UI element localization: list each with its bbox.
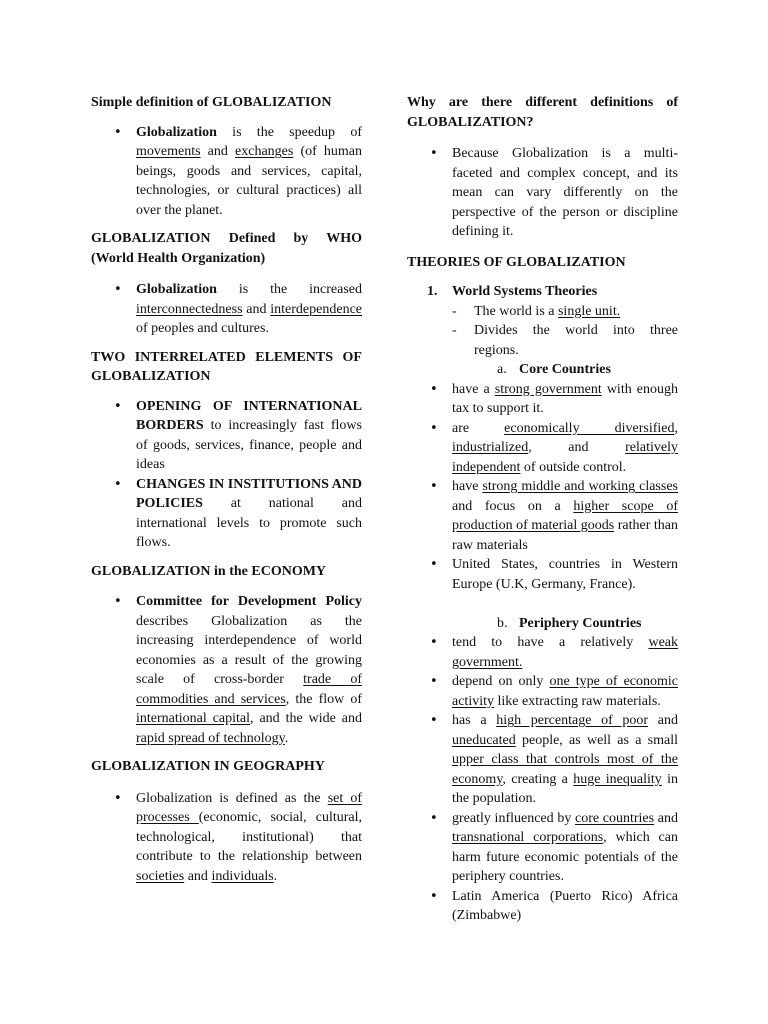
why-definitions-heading: Why are there different definitions of GLOBALIZATION?	[407, 95, 678, 130]
geography-list	[91, 789, 362, 887]
list-item: - The world is a single unit.	[474, 302, 678, 322]
world-systems-theories-item	[427, 282, 678, 302]
list-item: • Globalization is the increased interconnectedness and interdependence of peoples and cultures.	[136, 280, 362, 339]
who-definition-list	[91, 280, 362, 339]
economy-list	[91, 592, 362, 748]
list-item: • Globalization is the speedup of movements and exchanges (of human beings, goods and services, capital, technologies, or cultural practices) all over the planet.	[136, 123, 362, 221]
who-definition-heading: GLOBALIZATION Defined by WHO (World Health Organization)	[91, 231, 362, 266]
right-column	[407, 93, 678, 926]
list-item: - Divides the world into three regions.	[474, 321, 678, 360]
periphery-countries-list	[407, 633, 678, 926]
list-item: • United States, countries in Western Europe (U.K, Germany, France).	[452, 555, 678, 594]
two-elements-list	[91, 397, 362, 553]
simple-definition-list	[91, 123, 362, 221]
list-item: • Because Globalization is a multi-faceted and complex concept, and its mean can vary differently on the perspective of the person or discipline defining it.	[452, 144, 678, 242]
periphery-countries-subheading: b. Periphery Countries	[497, 615, 642, 631]
list-item: • CHANGES IN INSTITUTIONS AND POLICIES at national and international levels to promote such flows.	[136, 475, 362, 553]
theories-heading: THEORIES OF GLOBALIZATION	[407, 254, 626, 270]
item-number: 1.	[427, 284, 438, 299]
why-definitions-list	[407, 144, 678, 242]
core-countries-subheading: a. Core Countries	[497, 362, 611, 377]
simple-definition-heading: Simple definition of GLOBALIZATION	[91, 95, 332, 110]
list-item: • Globalization is defined as the set of processes (economic, social, cultural, technological, institutional) that contribute to the relationship between societies and individuals.	[136, 789, 362, 887]
list-item: • has a high percentage of poor and uneducated people, as well as a small upper class that controls most of the economy, creating a huge inequality in the population.	[452, 711, 678, 809]
geography-heading: GLOBALIZATION IN GEOGRAPHY	[91, 759, 325, 774]
list-item: • are economically diversified, industrialized, and relatively independent of outside control.	[452, 419, 678, 478]
list-item: • Latin America (Puerto Rico) Africa (Zimbabwe)	[452, 887, 678, 926]
economy-heading: GLOBALIZATION in the ECONOMY	[91, 563, 327, 579]
list-item: • OPENING OF INTERNATIONAL BORDERS to increasingly fast flows of goods, services, finance, people and ideas	[136, 397, 362, 475]
list-item: • tend to have a relatively weak government.	[452, 633, 678, 672]
list-item: • Committee for Development Policy describes Globalization as the increasing interdependence of world economies as a result of the growing scale of cross-border trade of commodities and services, the flow of international capital, and the wide and rapid spread of technology.	[136, 592, 362, 748]
list-item: • have a strong government with enough tax to support it.	[452, 380, 678, 419]
core-countries-list	[407, 380, 678, 595]
left-column	[91, 93, 362, 886]
world-systems-dash-list	[407, 302, 678, 361]
list-item: • greatly influenced by core countries and transnational corporations, which can harm future economic potentials of the periphery countries.	[452, 809, 678, 887]
item-title: World Systems Theories	[452, 284, 598, 299]
list-item: • depend on only one type of economic activity like extracting raw materials.	[452, 672, 678, 711]
list-item: • have strong middle and working classes and focus on a higher scope of production of material goods rather than raw materials	[452, 477, 678, 555]
two-elements-heading: TWO INTERRELATED ELEMENTS OF GLOBALIZATION	[91, 349, 362, 384]
